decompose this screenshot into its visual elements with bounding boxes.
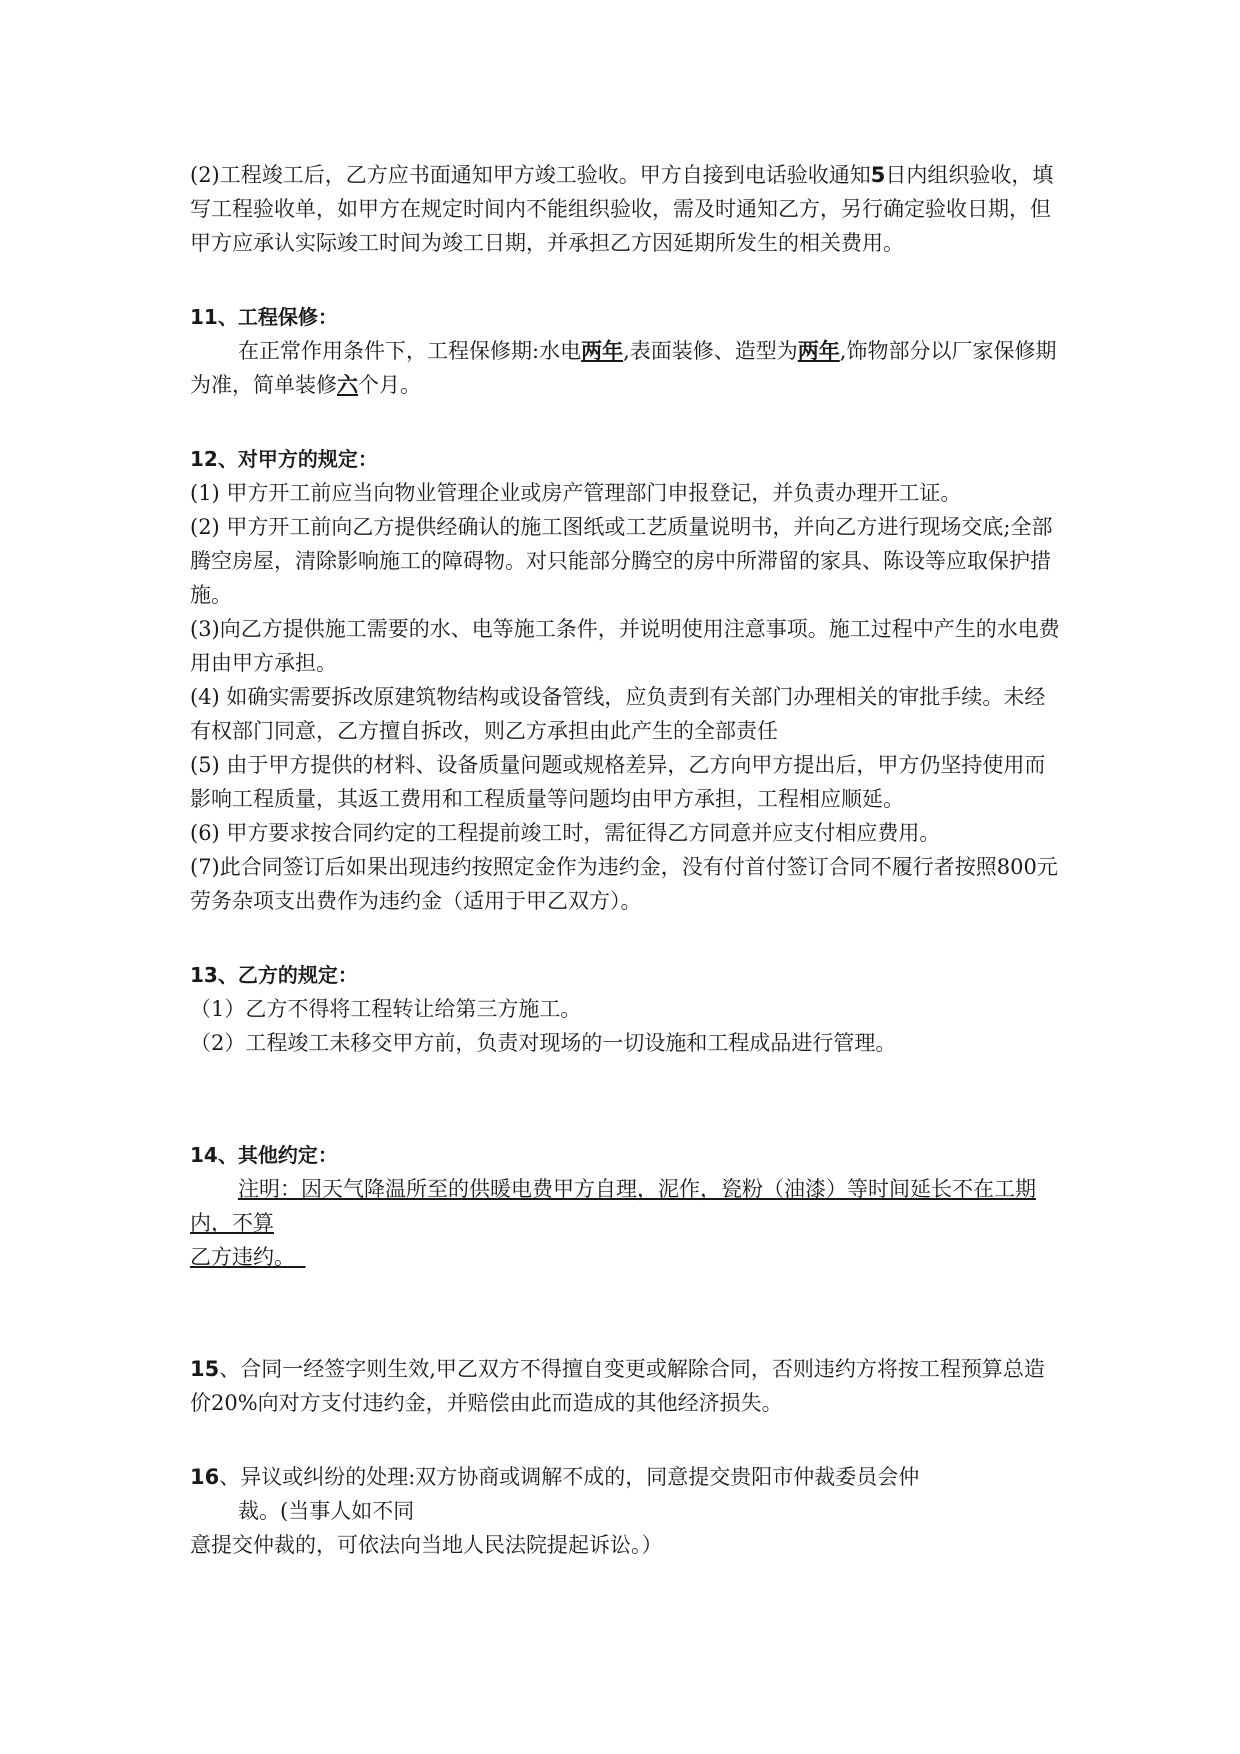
- clause-15-number: 15: [190, 1357, 220, 1381]
- clause-11-text-1: 在正常作用条件下，工程保修期:水电: [238, 339, 582, 363]
- clause-15-text: 、合同一经签字则生效,甲乙双方不得擅自变更或解除合同，否则违约方将按工程预算总造价20%向对方支付违约金，并赔偿由此而造成的其他经济损失。: [190, 1357, 1045, 1415]
- clause-12-item-6: (6) 甲方要求按合同约定的工程提前竣工时，需征得乙方同意并应支付相应费用。: [190, 821, 941, 845]
- clause-12-item-7: (7)此合同签订后如果出现违约按照定金作为违约金，没有付首付签订合同不履行者按照800元劳务杂项支出费作为违约金（适用于甲乙双方）。: [190, 855, 1058, 913]
- clause-11-heading: 11、工程保修：: [190, 305, 338, 329]
- clause-11-text-2: ,表面装修、造型为: [623, 339, 798, 363]
- clause-10-text-post: 日内组织验收，填写工程验收单，如甲方在规定时间内不能组织验收，需及时通知乙方，另行确定验收日期，但甲方应承认实际竣工时间为竣工日期，并承担乙方因延期所发生的相关费用。: [190, 163, 1054, 255]
- clause-12-item-5: (5) 由于甲方提供的材料、设备质量问题或规格差异，乙方向甲方提出后，甲方仍坚持使用而影响工程质量，其返工费用和工程质量等问题均由甲方承担，工程相应顺延。: [190, 753, 1046, 811]
- clause-12-item-1: (1) 甲方开工前应当向物业管理企业或房产管理部门申报登记，并负责办理开工证。: [190, 481, 962, 505]
- clause-13-item-1: （1）乙方不得将工程转让给第三方施工。: [190, 997, 582, 1021]
- clause-16-hang-line: 裁。(当事人如不同: [238, 1499, 415, 1523]
- clause-16: [190, 1460, 1060, 1494]
- clause-12-item-2: (2) 甲方开工前向乙方提供经确认的施工图纸或工艺质量说明书，并向乙方进行现场交底;全部腾空房屋，清除影响施工的障碍物。对只能部分腾空的房中所滞留的家具、陈设等应取保护措施。: [190, 515, 1053, 607]
- clause-14-line-1: [190, 1172, 1060, 1240]
- clause-14-heading: 14、其他约定：: [190, 1143, 338, 1167]
- clause-11-text-3: ,饰物部分以厂家保修期为准，简单装修: [190, 339, 1057, 397]
- clause-10-days: 5: [870, 163, 886, 187]
- document-page: [190, 158, 1060, 1562]
- clause-10-item-2: [190, 158, 1060, 260]
- clause-11-bold-1: 两年: [581, 338, 624, 363]
- clause-11-text-4: 个月。: [358, 373, 421, 397]
- clause-11-bold-3: 六: [337, 372, 358, 397]
- clause-14-note-end: 乙方违约。: [190, 1245, 285, 1269]
- clause-10-text-pre: (2)工程竣工后，乙方应书面通知甲方竣工验收。甲方自接到电话验收通知: [190, 163, 871, 187]
- clause-13-heading: 13、乙方的规定：: [190, 963, 358, 987]
- clause-12-item-3: (3)向乙方提供施工需要的水、电等施工条件，并说明使用注意事项。施工过程中产生的水电费用由甲方承担。: [190, 617, 1060, 675]
- clause-14-line-2: [190, 1240, 1060, 1274]
- clause-12-heading: 12、对甲方的规定：: [190, 447, 378, 471]
- clause-11-body: [190, 334, 1060, 402]
- clause-16-number: 16: [190, 1465, 220, 1489]
- clause-16-text: 、异议或纠纷的处理:双方协商或调解不成的，同意提交贵阳市仲裁委员会仲: [219, 1465, 920, 1489]
- clause-13-item-2: （2）工程竣工未移交甲方前，负责对现场的一切设施和工程成品进行管理。: [190, 1031, 897, 1055]
- clause-11-bold-2: 两年: [797, 338, 840, 363]
- clause-12-item-4: (4) 如确实需要拆改原建筑物结构或设备管线，应负责到有关部门办理相关的审批手续。未经有权部门同意，乙方擅自拆改，则乙方承担由此产生的全部责任: [190, 685, 1046, 743]
- clause-14-note: 注明：因天气降温所至的供暖电费甲方自理，泥作，瓷粉（油漆）等时间延长不在工期内，不算: [190, 1177, 1036, 1235]
- clause-16-line-2: 意提交仲裁的，可依法向当地人民法院提起诉讼。）: [190, 1533, 663, 1557]
- clause-15: [190, 1352, 1060, 1420]
